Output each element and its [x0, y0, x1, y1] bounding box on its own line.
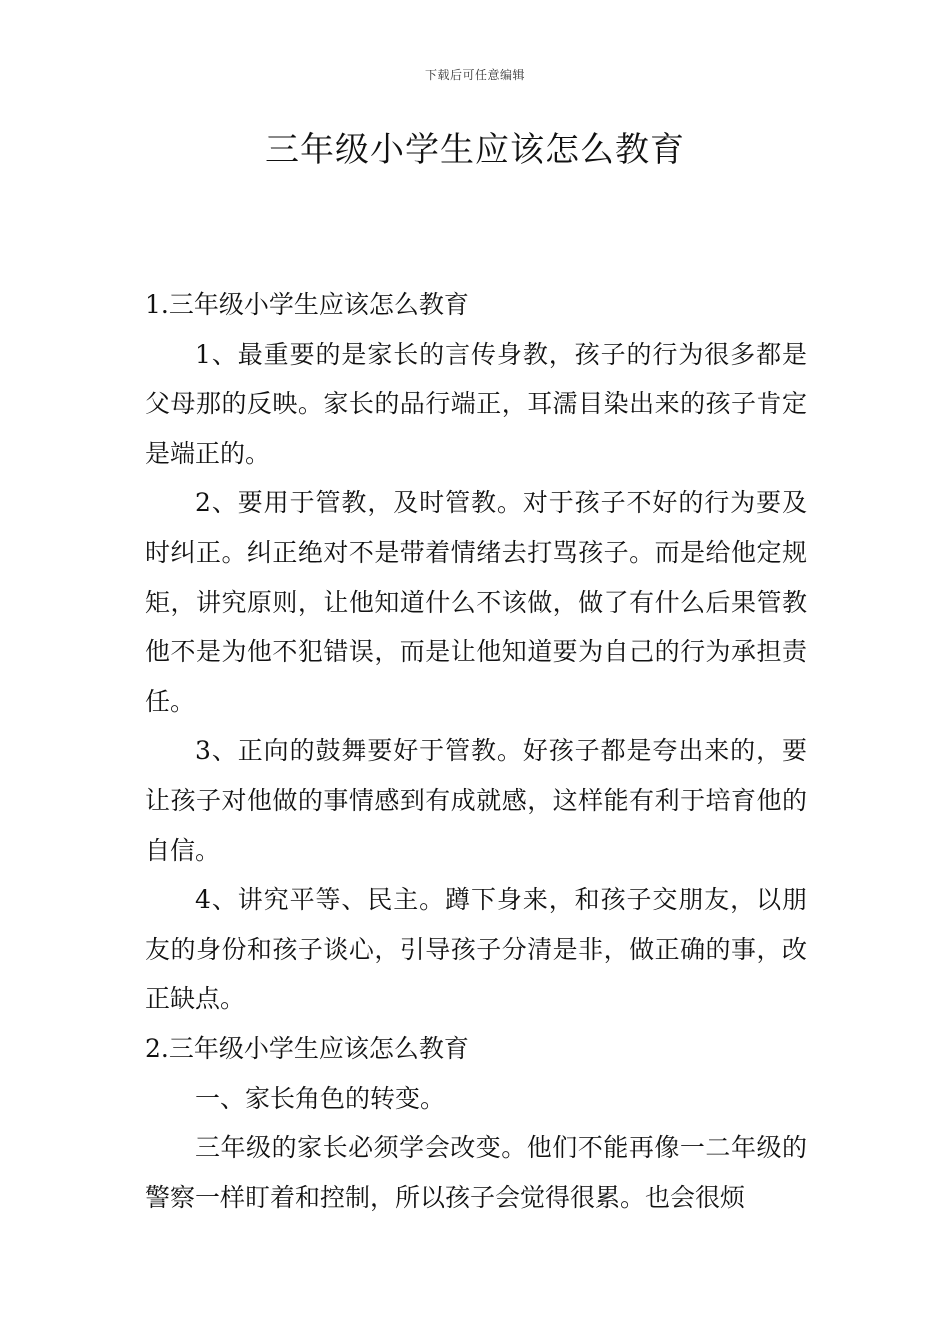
section-heading: 2.三年级小学生应该怎么教育 [145, 1033, 469, 1063]
header-note: 下载后可任意编辑 [424, 68, 525, 82]
document-body [145, 280, 807, 1222]
paragraph: 一、家长角色的转变。 [195, 1083, 446, 1113]
paragraph: 2、要用于管教，及时管教。对于孩子不好的行为要及时纠正。纠正绝对不是带着情绪去打骂孩子。而是给他定规矩，讲究原则，让他知道什么不该做，做了有什么后果管教他不是为他不犯错误，而是让他知道要为自己的行为承担责任。 [145, 488, 807, 716]
document-title: 三年级小学生应该怎么教育 [265, 130, 685, 170]
paragraph: 三年级的家长必须学会改变。他们不能再像一二年级的警察一样盯着和控制，所以孩子会觉得很累。也会很烦 [145, 1133, 807, 1212]
paragraph: 3、正向的鼓舞要好于管教。好孩子都是夸出来的，要让孩子对他做的事情感到有成就感，这样能有利于培育他的自信。 [145, 736, 807, 865]
paragraph: 4、讲究平等、民主。蹲下身来，和孩子交朋友，以朋友的身份和孩子谈心，引导孩子分清是非，做正确的事，改正缺点。 [145, 885, 807, 1014]
section-heading: 1.三年级小学生应该怎么教育 [145, 290, 469, 319]
paragraph: 1、最重要的是家长的言传身教，孩子的行为很多都是父母那的反映。家长的品行端正，耳濡目染出来的孩子肯定是端正的。 [145, 339, 807, 468]
